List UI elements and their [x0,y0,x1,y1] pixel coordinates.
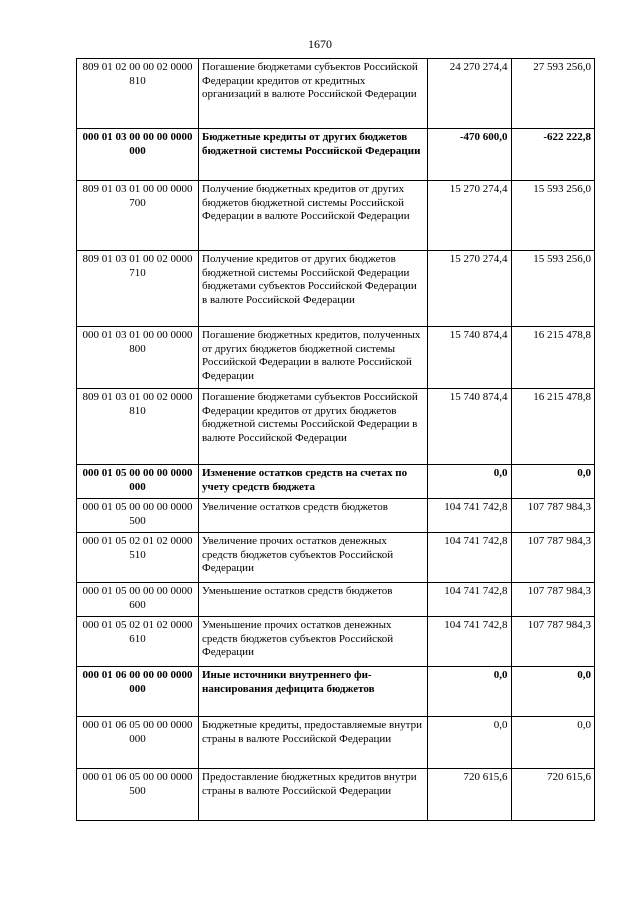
amount-cell-year1: 15 270 274,4 [428,181,512,251]
amount-cell-year1: -470 600,0 [428,129,512,181]
item-name-cell: Иные источники внутреннего финансирования дефицита бюджетов [199,667,428,717]
budget-code-cell: 809 01 03 01 00 00 0000 700 [77,181,199,251]
page-number: 1670 [308,37,332,51]
item-name-cell: Погашение бюджетных кредитов, полученных от других бюджетов бюджетной системы Российской Федерации в валюте Российской Федерации [199,327,428,389]
amount-cell-year1: 15 740 874,4 [428,327,512,389]
budget-code-cell: 000 01 06 05 00 00 0000 500 [77,769,199,821]
amount-cell-year1: 15 270 274,4 [428,251,512,327]
table-row [77,251,595,327]
budget-code-cell: 000 01 05 02 01 02 0000 610 [77,617,199,667]
item-name-cell: Изменение остатков средств на счетах по учету средств бюджета [199,465,428,499]
item-name-cell: Погашение бюджетами субъектов Российской Федерации кредитов от других бюджетов бюджетной системы Российской Федерации в валюте Российской Федерации [199,389,428,465]
table-row [77,717,595,769]
budget-code-cell: 809 01 02 00 00 02 0000 810 [77,59,199,129]
amount-cell-year2: 27 593 256,0 [511,59,595,129]
amount-cell-year2: 107 787 984,3 [511,533,595,583]
amount-cell-year2: 107 787 984,3 [511,499,595,533]
table-row [77,769,595,821]
amount-cell-year1: 720 615,6 [428,769,512,821]
table-row [77,583,595,617]
item-name-cell: Предоставление бюджетных кредитов внутри страны в валюте Российской Федерации [199,769,428,821]
amount-cell-year2: 16 215 478,8 [511,327,595,389]
budget-code-cell: 000 01 05 00 00 00 0000 000 [77,465,199,499]
amount-cell-year2: 720 615,6 [511,769,595,821]
item-name-cell: Бюджетные кредиты, предоставляемые внутри страны в валюте Российской Федерации [199,717,428,769]
budget-sources-table [76,58,595,821]
budget-code-cell: 000 01 05 00 00 00 0000 500 [77,499,199,533]
budget-code-cell: 809 01 03 01 00 02 0000 710 [77,251,199,327]
table-row [77,667,595,717]
table-row [77,59,595,129]
item-name-cell: Погашение бюджетами субъектов Российской Федерации кредитов от кредитных организаций в валюте Российской Федерации [199,59,428,129]
amount-cell-year2: 16 215 478,8 [511,389,595,465]
budget-code-cell: 000 01 03 01 00 00 0000 800 [77,327,199,389]
item-name-cell: Уменьшение прочих остатков денежных средств бюджетов субъектов Российской Федерации [199,617,428,667]
table-row [77,465,595,499]
budget-code-cell: 000 01 05 00 00 00 0000 600 [77,583,199,617]
amount-cell-year2: 107 787 984,3 [511,583,595,617]
amount-cell-year2: 0,0 [511,667,595,717]
item-name-cell: Уменьшение остатков средств бюджетов [199,583,428,617]
amount-cell-year1: 24 270 274,4 [428,59,512,129]
item-name-cell: Получение кредитов от других бюджетов бюджетной системы Российской Федерации бюджетами субъектов Российской Федерации в валюте Российской Федерации [199,251,428,327]
amount-cell-year1: 0,0 [428,667,512,717]
amount-cell-year2: 15 593 256,0 [511,251,595,327]
amount-cell-year1: 104 741 742,8 [428,583,512,617]
amount-cell-year1: 0,0 [428,717,512,769]
amount-cell-year2: -622 222,8 [511,129,595,181]
item-name-cell: Увеличение остатков средств бюджетов [199,499,428,533]
amount-cell-year2: 0,0 [511,465,595,499]
amount-cell-year2: 0,0 [511,717,595,769]
table-row [77,181,595,251]
amount-cell-year1: 0,0 [428,465,512,499]
budget-code-cell: 000 01 03 00 00 00 0000 000 [77,129,199,181]
item-name-cell: Бюджетные кредиты от других бюджетов бюджетной системы Российской Федерации [199,129,428,181]
amount-cell-year1: 15 740 874,4 [428,389,512,465]
budget-code-cell: 000 01 06 00 00 00 0000 000 [77,667,199,717]
item-name-cell: Увеличение прочих остатков денежных средств бюджетов субъектов Российской Федерации [199,533,428,583]
table-row [77,617,595,667]
amount-cell-year1: 104 741 742,8 [428,533,512,583]
amount-cell-year1: 104 741 742,8 [428,499,512,533]
table-row [77,327,595,389]
item-name-cell: Получение бюджетных кредитов от других бюджетов бюджетной системы Российской Федерации в валюте Российской Федерации [199,181,428,251]
budget-code-cell: 000 01 06 05 00 00 0000 000 [77,717,199,769]
amount-cell-year1: 104 741 742,8 [428,617,512,667]
table-row [77,389,595,465]
table-row [77,499,595,533]
table-row [77,533,595,583]
budget-code-cell: 000 01 05 02 01 02 0000 510 [77,533,199,583]
amount-cell-year2: 107 787 984,3 [511,617,595,667]
table-row [77,129,595,181]
budget-code-cell: 809 01 03 01 00 02 0000 810 [77,389,199,465]
amount-cell-year2: 15 593 256,0 [511,181,595,251]
